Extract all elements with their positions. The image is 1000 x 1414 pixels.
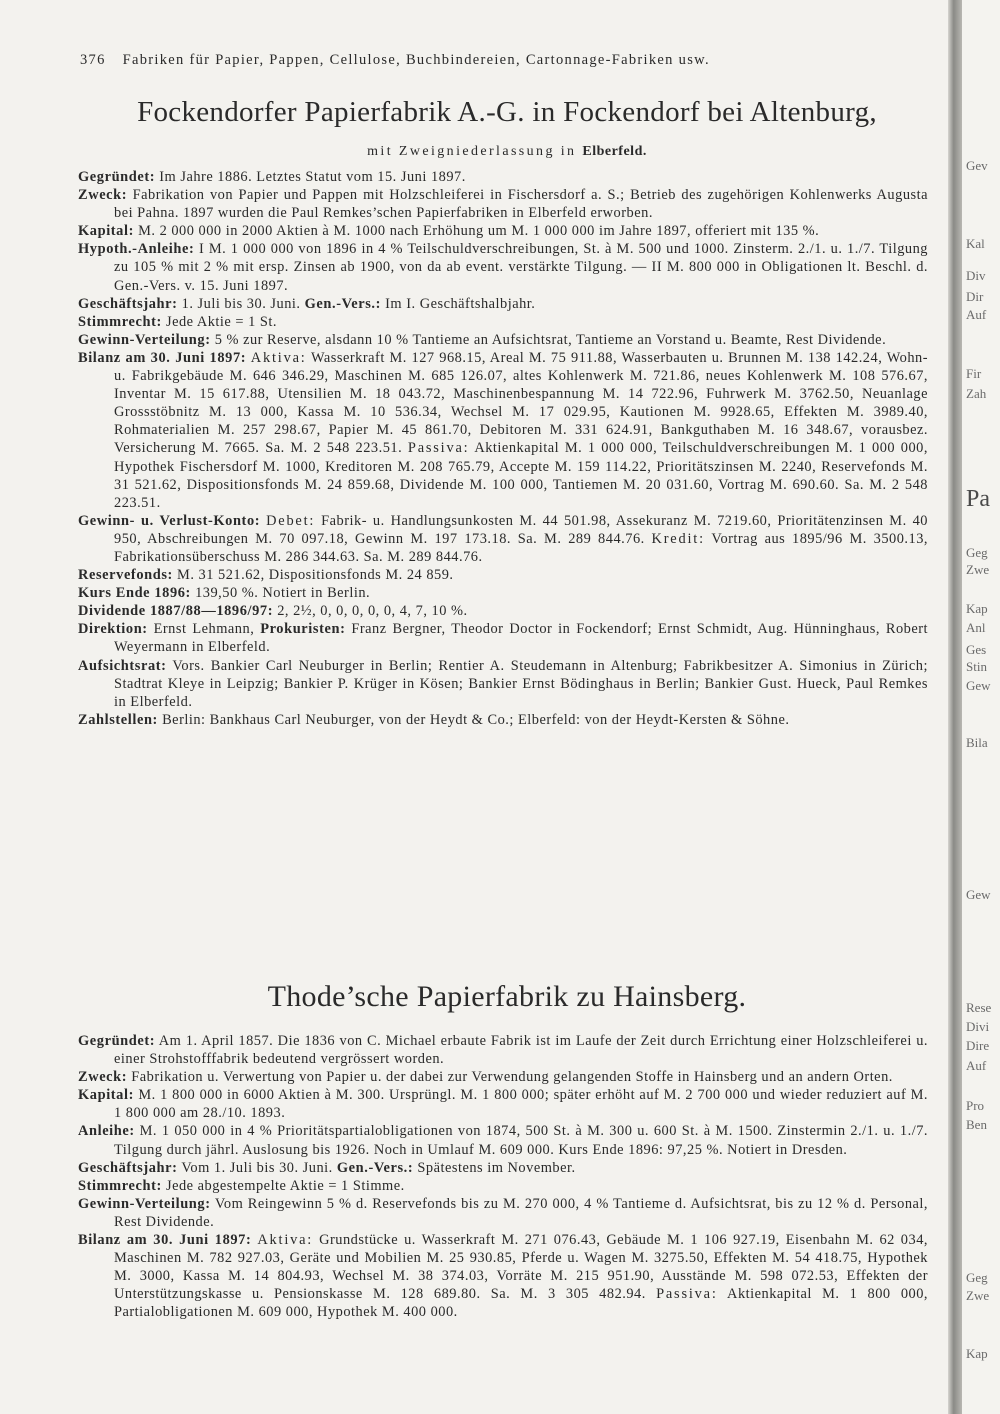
facing-fragment: Zwe (966, 1288, 990, 1303)
facing-fragment: Rese (966, 1000, 992, 1015)
entry-text: Berlin: Bankhaus Carl Neuburger, von der Heydt & Co.; Elberfeld: von der Heydt-Kersten & Söhne. (162, 711, 790, 728)
book-gutter (948, 0, 962, 1414)
facing-fragment: Auf (966, 307, 987, 322)
facing-fragment: Pro (966, 1098, 985, 1113)
entry-geschaeftsjahr (78, 295, 928, 313)
facing-fragment: Divi (966, 1019, 990, 1034)
subtitle-city: Elberfeld. (582, 144, 647, 159)
entry-label: Stimmrecht: (78, 1177, 162, 1194)
entry-text: Fabrikation u. Verwertung von Papier u. der dabei zur Verwendung gelangenden Stoffe in Hainsberg und an andern Orten. (131, 1069, 893, 1086)
facing-fragment: Zah (966, 386, 987, 401)
entry-zweck (78, 1068, 928, 1086)
entry-dividende (78, 602, 928, 620)
entry-text: M. 31 521.62, Dispositionsfonds M. 24 859. (177, 567, 454, 584)
entry-text: Franz Bergner, Theodor Doctor in Fockendorf; Ernst Schmidt, Aug. Hünninghaus, Robert Weyermann in Elberfeld. (114, 621, 929, 656)
entry-label: Bilanz am 30. Juni 1897: (78, 1232, 252, 1249)
entry-label: Gen.-Vers.: (304, 295, 382, 312)
entry-kapital (78, 222, 928, 240)
entry-text: Im Jahre 1886. Letztes Statut vom 15. Juni 1897. (159, 169, 466, 185)
entry-label: Gegründet: (78, 169, 156, 185)
entry-anleihe (78, 1122, 928, 1158)
entry-text: 5 % zur Reserve, alsdann 10 % Tantieme an Aufsichtsrat, Tantieme an Vorstand u. Beamte, Rest Dividende. (214, 331, 887, 348)
entry-label: Gewinn-Verteilung: (78, 331, 211, 348)
kredit-label: Kredit: (651, 530, 705, 547)
passiva-label: Passiva: (656, 1286, 718, 1303)
entry-label: Zweck: (78, 1069, 128, 1086)
entry-text: 2, 2½, 0, 0, 0, 0, 0, 4, 7, 10 %. (277, 603, 468, 620)
facing-fragment: Gew (966, 678, 991, 693)
entry-text: 139,50 %. Notiert in Berlin. (195, 585, 371, 602)
entry-text: Am 1. April 1857. Die 1836 von C. Michael erbaute Fabrik ist im Laufe der Zeit durch Errichtung einer Holzschleiferei u. einer Strohstofffabrik bedeutend vergrössert worden. (114, 1033, 929, 1068)
facing-fragment: Dire (966, 1038, 990, 1053)
aktiva-label: Aktiva: (257, 1232, 314, 1249)
kredit-text: Vortrag aus 1895/96 M. 3500.13, Fabrikationsüberschuss M. 286 344.63. Sa. M. 289 844.76. (114, 530, 928, 565)
facing-fragment: Ges (966, 642, 987, 657)
aktiva-text: Wasserkraft M. 127 968.15, Areal M. 75 911.88, Wasserbauten u. Brunnen M. 138 142.24, Wohn- u. Fabrikgebäude M. 646 346.29, Maschinen M. 685 126.07, altes Kohlenwerk M. 721.86, neues Kohlenwerk M. 108 576.67, Inventar M. 15 617.88, Utensilien M. 18 043.72, Maschinenbespannung M. 14 722.96, Fuhrwerk M. 3762.50, Neuanlage Grossstöbnitz M. 13 000, Kassa M. 10 536.34, Wechsel M. 17 029.95, Kautionen M. 9928.65, Effekten M. 3989.40, Rohmaterialien M. 257 298.67, Papier M. 45 861.70, Debitoren M. 331 624.91, Bankguthaben M. 16 348.67, vorausbez. Versicherung M. 7665. Sa. M. 2 548 223.51. (114, 349, 928, 457)
entry-label: Kapital: (78, 223, 134, 240)
company-entry-thode (78, 1032, 928, 1322)
entry-text: Spätestens im November. (417, 1159, 576, 1176)
entry-label: Bilanz am 30. Juni 1897: (78, 349, 247, 366)
facing-fragment: Gew (966, 887, 991, 902)
company-subtitle-fockendorf (78, 144, 936, 160)
entry-text: M. 1 050 000 in 4 % Prioritätspartialobligationen von 1874, 500 St. à M. 300 u. 600 St. à M. 1500. Zinstermin 2./1. u. 1./7. Tilgung durch jährl. Auslosung bis 1926. Noch in Umlauf M. 609 000. Kurs Ende 1896: 97,25 %. Notiert in Dresden. (114, 1123, 928, 1158)
entry-label: Gewinn- u. Verlust-Konto: (78, 512, 261, 529)
entry-label: Kapital: (78, 1087, 134, 1104)
entry-text: Im I. Geschäftshalbjahr. (385, 295, 536, 312)
entry-label: Anleihe: (78, 1123, 135, 1140)
entry-label: Stimmrecht: (78, 313, 162, 330)
entry-text: Jede abgestempelte Aktie = 1 Stimme. (165, 1177, 405, 1194)
entry-direktion (78, 620, 928, 656)
facing-fragment: Geg (966, 545, 988, 560)
entry-text: Jede Aktie = 1 St. (165, 313, 278, 330)
page-number: 376 (80, 52, 106, 68)
facing-fragment: Auf (966, 1058, 987, 1073)
entry-label: Aufsichtsrat: (78, 657, 167, 674)
running-title: Fabriken für Papier, Pappen, Cellulose, Buchbindereien, Cartonnage-Fabriken usw. (122, 52, 710, 68)
entry-text: M. 2 000 000 in 2000 Aktien à M. 1000 nach Erhöhung um M. 1 000 000 im Jahre 1897, offeriert mit 135 %. (138, 223, 820, 240)
entry-text: M. 1 800 000 in 6000 Aktien à M. 300. Ursprüngl. M. 1 800 000; später erhöht auf M. 2 700 000 und wieder reduziert auf M. 1 800 000 am 28./10. 1893. (114, 1087, 928, 1122)
entry-text: Fabrikation von Papier und Pappen mit Holzschleiferei in Fischersdorf a. S.; Betrieb des zugehörigen Kohlenwerks Augusta bei Pahna. 1897 wurden die Paul Remkes’schen Papierfabriken in Elberfeld erworben. (114, 187, 928, 222)
passiva-label: Passiva: (407, 440, 470, 457)
entry-gewinn-verteilung (78, 1195, 928, 1231)
entry-text: Vom 1. Juli bis 30. Juni. (181, 1159, 333, 1176)
entry-aufsichtsrat (78, 657, 928, 711)
facing-fragment: Pa (966, 486, 990, 512)
entry-gegruendet (78, 168, 928, 186)
facing-fragment: Ben (966, 1117, 987, 1132)
facing-fragment: Kap (966, 1346, 988, 1361)
facing-fragment: Zwe (966, 562, 990, 577)
entry-label: Reservefonds: (78, 567, 173, 584)
entry-kapital (78, 1086, 928, 1122)
entry-label: Gegründet: (78, 1033, 156, 1049)
facing-fragment: Stin (966, 659, 987, 674)
entry-text: 1. Juli bis 30. Juni. (181, 295, 301, 312)
debet-text: Fabrik- u. Handlungsunkosten M. 44 501.98, Assekuranz M. 7219.60, Prioritätenzinsen M. 40 950, Abschreibungen M. 70 097.18, Gewinn M. 197 173.18. Sa. M. 289 844.76. (114, 512, 928, 547)
entry-bilanz (78, 349, 928, 512)
facing-fragment: Geg (966, 1270, 988, 1285)
facing-fragment: Fir (966, 366, 982, 381)
entry-stimmrecht (78, 1177, 928, 1195)
facing-fragment: Kal (966, 236, 985, 251)
entry-text: Vom Reingewinn 5 % d. Reservefonds bis zu M. 270 000, 4 % Tantieme d. Aufsichtsrat, bis zu 12 % d. Personal, Rest Dividende. (114, 1195, 928, 1230)
facing-fragment: Bila (966, 735, 988, 750)
facing-fragment: Anl (966, 620, 986, 635)
entry-stimmrecht (78, 313, 928, 331)
entry-text: Ernst Lehmann, (153, 621, 255, 638)
aktiva-text: Grundstücke u. Wasserkraft M. 271 076.43, Gebäude M. 1 106 927.19, Eisenbahn M. 62 034, Maschinen M. 782 927.03, Geräte und Mobilien M. 25 930.85, Pferde u. Wagen M. 3275.50, Effekten M. 54 418.75, Hypothek M. 3000, Kassa M. 14 804.93, Wechsel M. 38 374.03, Vorräte M. 215 951.90, Ausstände M. 598 072.53, Effekten der Unterstützungskasse u. Pensionskasse M. 128 689.80. Sa. M. 3 305 482.94. (114, 1232, 928, 1303)
company-entry-fockendorf (78, 168, 928, 729)
facing-fragment: Div (966, 268, 986, 283)
passiva-text: Aktienkapital M. 1 000 000, Teilschuldverschreibungen M. 1 000 000, Hypothek Fischersdorf M. 1000, Kreditoren M. 208 765.79, Accepte M. 159 114.22, Prioritätszinsen M. 2240, Reservefonds M. 31 521.62, Dispositionsfonds M. 24 859.68, Dividende M. 100 000, Tantiemen M. 20 031.60, Vortrag M. 690.60. Sa. M. 2 548 223.51. (114, 440, 928, 511)
company-title-fockendorf: Fockendorfer Papierfabrik A.-G. in Fockendorf bei Altenburg, (137, 96, 877, 128)
entry-label: Geschäftsjahr: (78, 1159, 178, 1176)
entry-label: Direktion: (78, 621, 148, 638)
entry-label: Dividende 1887/88—1896/97: (78, 603, 274, 620)
running-head (80, 52, 710, 69)
entry-gv-konto (78, 512, 928, 566)
entry-label: Zahlstellen: (78, 711, 158, 728)
subtitle-prefix: mit Zweigniederlassung in (367, 144, 577, 159)
passiva-text: Aktienkapital M. 1 800 000, Partialobligationen M. 609 000, Hypothek M. 400 000. (114, 1286, 929, 1321)
entry-label: Geschäftsjahr: (78, 295, 178, 312)
facing-fragment: Dir (966, 289, 984, 304)
entry-text: I M. 1 000 000 von 1896 in 4 % Teilschuldverschreibungen, St. à M. 500 und 1000. Zinsterm. 2./1. u. 1./7. Tilgung zu 105 % mit 2 % mit ersp. Zinsen ab 1900, von da ab event. verstärkte Tilgung. — II M. 800 000 in Obligationen lt. Beschl. d. Gen.-Vers. v. 15. Juni 1897. (114, 241, 928, 294)
entry-text: Vors. Bankier Carl Neuburger in Berlin; Rentier A. Steudemann in Altenburg; Fabrikbesitzer A. Simonius in Zürich; Stadtrat Kleye in Leipzig; Bankier P. Krüger in Kösen; Bankier Ernst Bödinghaus in Berlin; Bankier Gust. Hueck, Paul Remkes in Elberfeld. (114, 657, 928, 710)
entry-label: Hypoth.-Anleihe: (78, 241, 195, 258)
entry-gewinn-verteilung (78, 331, 928, 349)
entry-reservefonds (78, 566, 928, 584)
entry-geschaeftsjahr (78, 1159, 928, 1177)
entry-label: Gen.-Vers.: (336, 1159, 414, 1176)
facing-fragment: Gev (966, 158, 988, 173)
entry-anleihe (78, 240, 928, 294)
entry-label: Gewinn-Verteilung: (78, 1195, 211, 1212)
entry-label: Prokuristen: (260, 621, 346, 638)
entry-zahlstellen (78, 711, 928, 729)
entry-zweck (78, 186, 928, 222)
entry-kurs (78, 584, 928, 602)
entry-label: Zweck: (78, 187, 128, 204)
entry-bilanz (78, 1231, 928, 1321)
facing-page-edge (962, 0, 1000, 1414)
aktiva-label: Aktiva: (250, 349, 307, 366)
entry-gegruendet (78, 1032, 928, 1068)
company-title-thode: Thode’sche Papierfabrik zu Hainsberg. (267, 980, 747, 1013)
facing-fragment: Kap (966, 601, 988, 616)
entry-label: Kurs Ende 1896: (78, 585, 191, 602)
debet-label: Debet: (266, 512, 316, 529)
